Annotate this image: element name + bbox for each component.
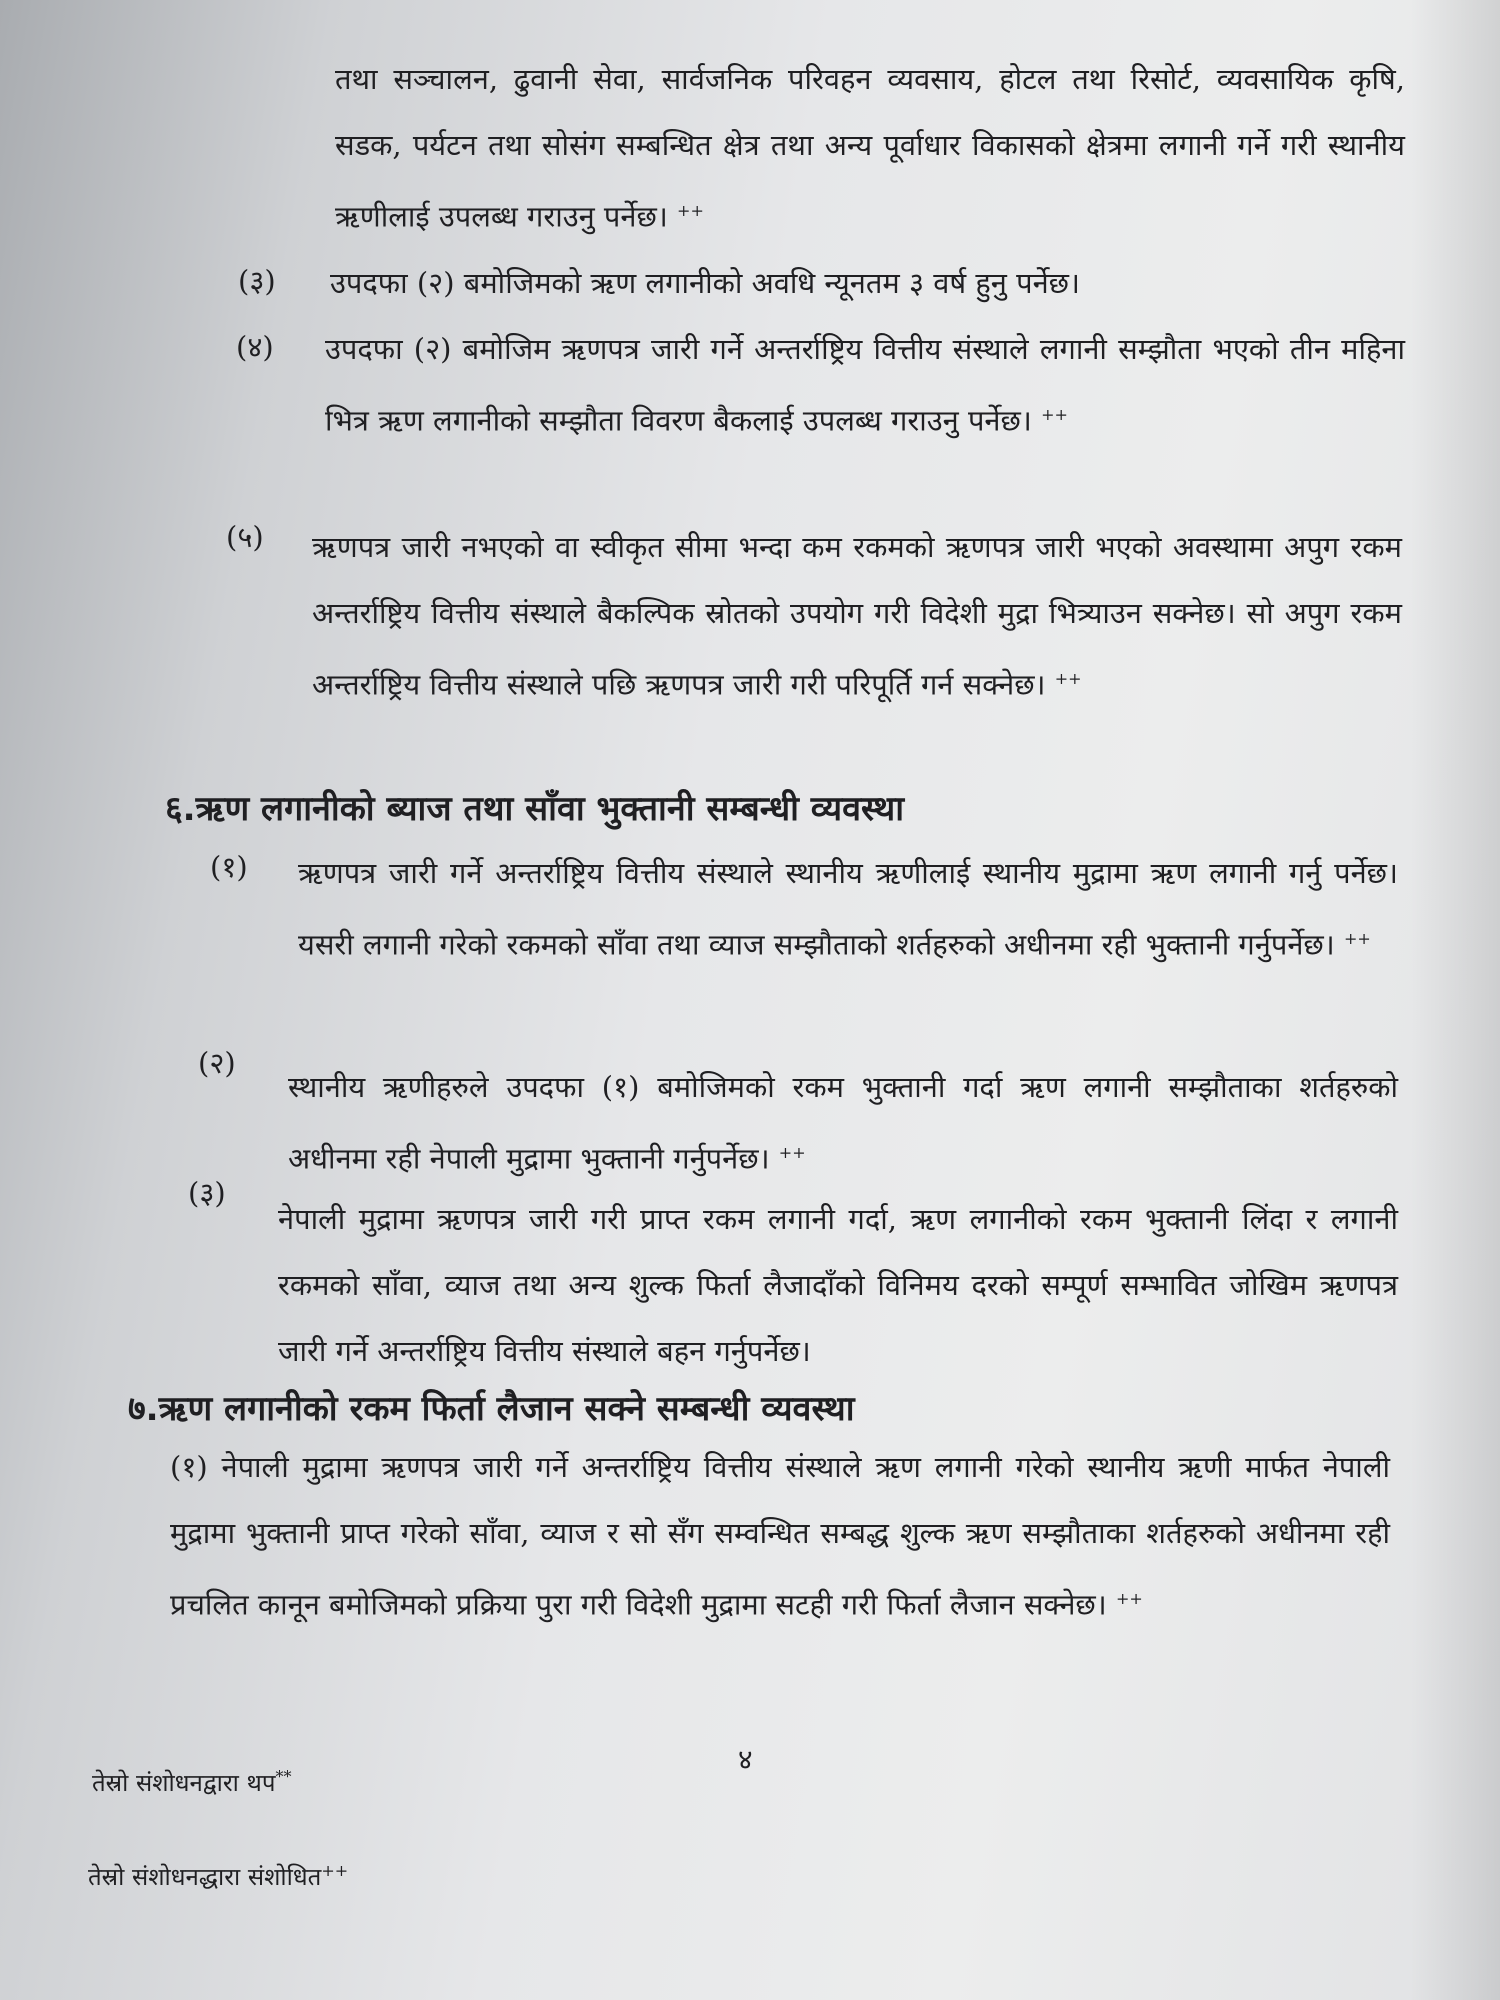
- subclause-5-text: ऋणपत्र जारी नभएको वा स्वीकृत सीमा भन्दा कम रकमको ऋणपत्र जारी भएको अवस्थामा अपुग रकम अन्तर्राष्ट्रिय वित्तीय संस्थाले बैकल्पिक स्रोतको उपयोग गरी विदेशी मुद्रा भित्र्याउन सक्नेछ। सो अपुग रकम अन्तर्राष्ट्रिय वित्तीय संस्थाले पछि ऋणपत्र जारी गरी परिपूर्ति गर्न सक्नेछ। ++: [312, 530, 1402, 702]
- subclause-number: (२): [198, 1046, 236, 1080]
- section-6-subclause-2-text: स्थानीय ऋणीहरुले उपदफा (१) बमोजिमको रकम भुक्तानी गर्दा ऋण लगानी सम्झौताका शर्तहरुको अधीनमा रही नेपाली मुद्रामा भुक्तानी गर्नुपर्नेछ। ++: [288, 1070, 1398, 1176]
- subclause-4-text: उपदफा (२) बमोजिम ऋणपत्र जारी गर्ने अन्तर्राष्ट्रिय वित्तीय संस्थाले लगानी सम्झौता भएको तीन महिना भित्र ऋण लगानीको सम्झौता विवरण बैकलाई उपलब्ध गराउनु पर्नेछ। ++: [325, 332, 1405, 438]
- section-6-subclause-1-text: ऋणपत्र जारी गर्ने अन्तर्राष्ट्रिय वित्तीय संस्थाले स्थानीय ऋणीलाई स्थानीय मुद्रामा ऋण लगानी गर्नु पर्नेछ। यसरी लगानी गरेको रकमको साँवा तथा व्याज सम्झौताको शर्तहरुको अधीनमा रही भुक्तानी गर्नुपर्नेछ। ++: [298, 856, 1398, 962]
- section-7-heading: ७.ऋण लगानीको रकम फिर्ता लैजान सक्ने सम्बन्धी व्यवस्था: [128, 1389, 855, 1429]
- section-6-subclause-3-text: नेपाली मुद्रामा ऋणपत्र जारी गरी प्राप्त रकम लगानी गर्दा, ऋण लगानीको रकम भुक्तानी लिंदा र लगानी रकमको साँवा, व्याज तथा अन्य शुल्क फिर्ता लैजादाँको विनिमय दरको सम्पूर्ण सम्भावित जोखिम ऋणपत्र जारी गर्ने अन्तर्राष्ट्रिय वित्तीय संस्थाले बहन गर्नुपर्नेछ।: [278, 1202, 1398, 1368]
- amendment-mark: ++: [778, 1143, 806, 1162]
- subclause-number: (४): [236, 330, 274, 364]
- section-6-heading: ६.ऋण लगानीको ब्याज तथा साँवा भुक्तानी सम्बन्धी व्यवस्था: [165, 789, 905, 829]
- amendment-mark: ++: [1343, 929, 1371, 948]
- subclause-number: (१): [210, 850, 248, 884]
- subclause-number: (३): [188, 1176, 226, 1210]
- amendment-mark: ++: [1041, 405, 1068, 424]
- page-shadow: [1410, 0, 1500, 2000]
- subclause-number: (५): [226, 520, 264, 554]
- subclause-number: (३): [238, 264, 276, 298]
- page-number: ४: [738, 1743, 753, 1776]
- subclause-number: (१): [170, 1450, 208, 1484]
- footnote-2: तेस्रो संशोधनद्धारा संशोधित++: [88, 1861, 349, 1891]
- amendment-mark: ++: [1115, 1589, 1143, 1608]
- amendment-mark: ++: [677, 201, 704, 220]
- subclause-3-text: उपदफा (२) बमोजिमको ऋण लगानीको अवधि न्यूनतम ३ वर्ष हुनु पर्नेछ।: [330, 266, 1080, 300]
- amendment-mark: ++: [1054, 669, 1082, 688]
- section-7-subclause-1-text: (१) नेपाली मुद्रामा ऋणपत्र जारी गर्ने अन्तर्राष्ट्रिय वित्तीय संस्थाले ऋण लगानी गरेको स्थानीय ऋणी मार्फत नेपाली मुद्रामा भुक्तानी प्राप्त गरेको साँवा, व्याज र सो सँग सम्वन्धित सम्बद्ध शुल्क ऋण सम्झौताका शर्तहरुको अधीनमा रही प्रचलित कानून बमोजिमको प्रक्रिया पुरा गरी विदेशी मुद्रामा सटही गरी फिर्ता लैजान सक्नेछ। ++: [170, 1450, 1390, 1622]
- paragraph-continuation: तथा सञ्चालन, ढुवानी सेवा, सार्वजनिक परिवहन व्यवसाय, होटल तथा रिसोर्ट, व्यवसायिक कृषि, सडक, पर्यटन तथा सोसंग सम्बन्धित क्षेत्र तथा अन्य पूर्वाधार विकासको क्षेत्रमा लगानी गर्ने गरी स्थानीय ऋणीलाई उपलब्ध गराउनु पर्नेछ। ++: [335, 62, 1405, 234]
- footnote-1: तेस्रो संशोधनद्वारा थप**: [92, 1767, 292, 1797]
